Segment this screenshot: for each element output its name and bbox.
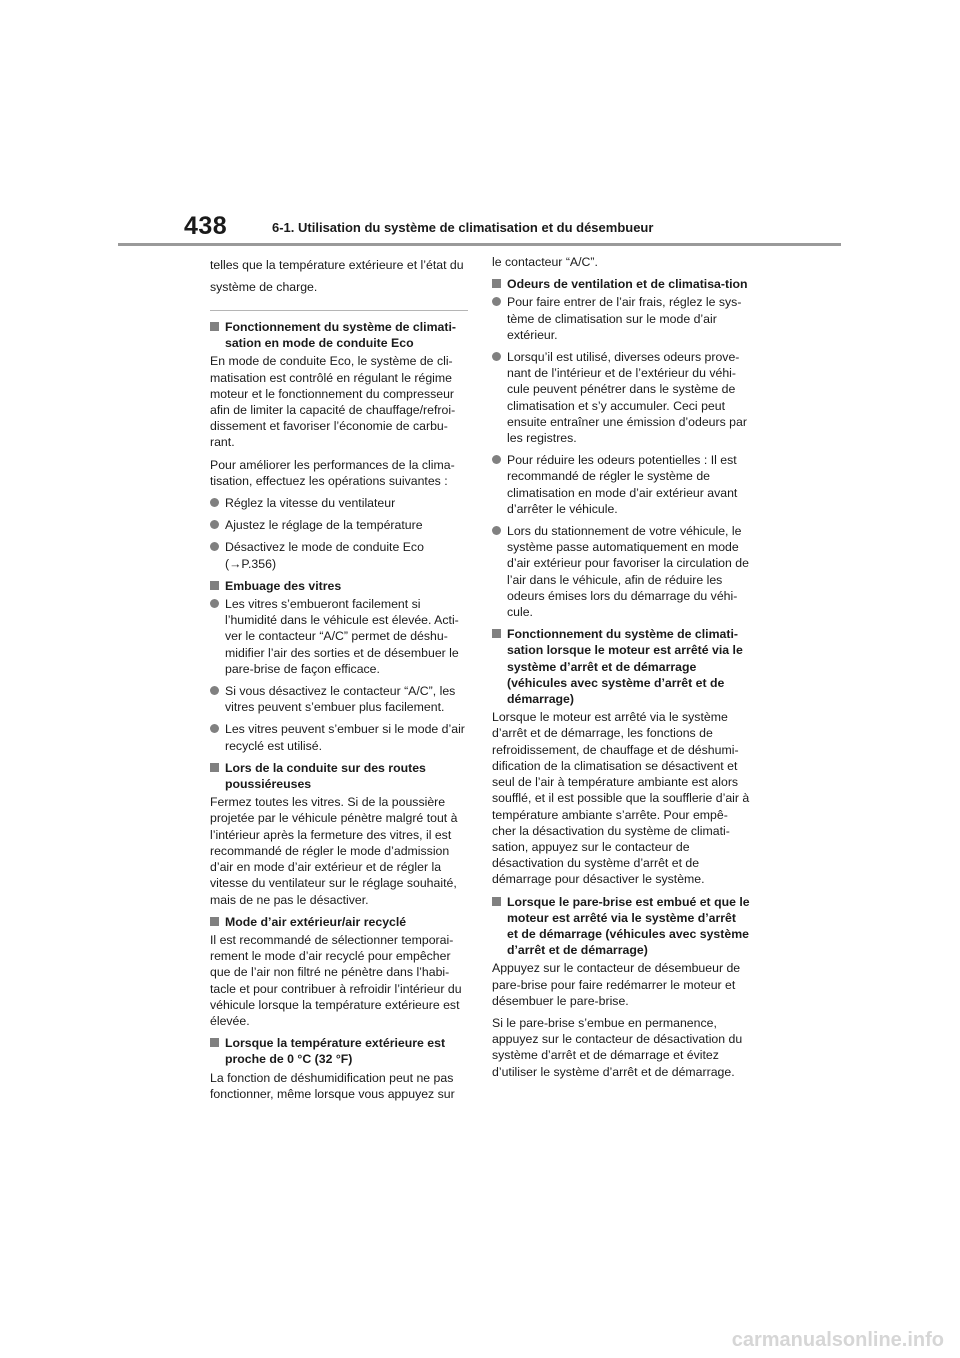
section-title: Embuage des vitres xyxy=(225,578,342,593)
circle-bullet-icon xyxy=(492,455,501,464)
list-item xyxy=(492,523,750,620)
list-item-text: Pour réduire les odeurs potentielles : Il est recommandé de régler le système de climatisation en mode d’air extérieur avant d’arrêter le véhicule. xyxy=(507,453,738,516)
square-bullet-icon xyxy=(210,917,219,926)
section-title: Lors de la conduite sur des routes poussiéreuses xyxy=(225,760,426,792)
list-item xyxy=(492,294,750,343)
paragraph: La fonction de déshumidification peut ne pas fonctionner, même lorsque vous appuyez sur xyxy=(210,1070,455,1101)
circle-bullet-icon xyxy=(492,297,501,306)
section-divider xyxy=(210,310,468,311)
circle-bullet-icon xyxy=(210,724,219,733)
circle-bullet-icon xyxy=(210,542,219,551)
list-item-text: Si vous désactivez le contacteur “A/C”, les vitres peuvent s’embuer plus facilement. xyxy=(225,684,456,715)
square-bullet-icon xyxy=(210,322,219,331)
section-heading xyxy=(210,1035,468,1067)
continued-text: le contacteur “A/C”. xyxy=(492,255,598,269)
section-title: Fonctionnement du système de climati-sation lorsque le moteur est arrêté via le système d’arrêt et de démarrage (véhicules avec système d’arrêt et de démarrage) xyxy=(507,627,743,707)
square-bullet-icon xyxy=(210,1038,219,1047)
header-rule xyxy=(118,243,841,246)
paragraph: Il est recommandé de sélectionner temporai-rement le mode d’air recyclé pour empêcher que de l’air non filtré ne pénètre dans l’habi-tacle et pour contribuer à refroidir l’intérieur du véhicule lorsque la température extérieure est élevée. xyxy=(210,932,462,1028)
section-heading xyxy=(492,276,750,292)
list-item xyxy=(210,721,468,753)
section-heading xyxy=(492,894,750,959)
section-heading xyxy=(210,760,468,792)
paragraph: En mode de conduite Eco, le système de cli-matisation est contrôlé en régulant le régime moteur et le fonctionnement du compresseur afin de limiter la capacité de chauffage/refroi-dissement et favoriser l’économie de carbu-rant. xyxy=(210,354,456,450)
paragraph: Appuyez sur le contacteur de désembueur de pare-brise pour faire redémarrer le moteur et désembuer le pare-brise. xyxy=(492,961,741,1008)
page-header xyxy=(0,0,960,250)
paragraph: Fermez toutes les vitres. Si de la poussière projetée par le véhicule pénètre malgré tout à l’intérieur après la fermeture des vitres, il est recommandé de régler le mode d’admission d’air en mode d’air extérieur et de régler la vitesse du ventilateur sur le réglage souhaité, mais de ne pas le désactiver. xyxy=(210,795,458,907)
section-title: Mode d’air extérieur/air recyclé xyxy=(225,914,407,929)
section-heading xyxy=(210,914,468,930)
list-item xyxy=(210,596,468,677)
paragraph: Lorsque le moteur est arrêté via le système d’arrêt et de démarrage, les fonctions de refroidissement, de chauffage et de déshumi-dification de la climatisation se désactivent et seul de l’air à température ambiante est alors soufflé, et il est possible que la soufflerie d’air à température ambiante s’arrête. Pour empê-cher la désactivation du système de climati-sation, appuyez sur le contacteur de désactivation du système d’arrêt et de démarrage pour désactiver le système. xyxy=(492,710,750,887)
list-item-text: Réglez la vitesse du ventilateur xyxy=(225,496,396,511)
list-item xyxy=(210,495,468,511)
list-item[interactable] xyxy=(210,539,468,571)
paragraph: Si le pare-brise s’embue en permanence, appuyez sur le contacteur de désactivation du système d’arrêt et de démarrage et évitez d’utiliser le système d’arrêt et de démarrage. xyxy=(492,1015,743,1079)
watermark: carmanualsonline.info xyxy=(731,1329,944,1351)
list-item-text: Les vitres s’embueront facilement si l’humidité dans le véhicule est élevée. Acti-ver le contacteur “A/C” permet de déshu-midifier l’air des sorties et de désembuer le pare-brise de façon efficace. xyxy=(225,597,459,676)
list-item-text: Pour faire entrer de l’air frais, réglez le sys-tème de climatisation sur le mode d’air extérieur. xyxy=(507,295,742,342)
circle-bullet-icon xyxy=(210,498,219,507)
square-bullet-icon xyxy=(492,279,501,288)
section-title: Lorsque le pare-brise est embué et que le moteur est arrêté via le système d’arrêt et de démarrage (véhicules avec système d’arrêt et de démarrage) xyxy=(507,894,750,958)
circle-bullet-icon xyxy=(210,686,219,695)
list-item-text: Lorsqu’il est utilisé, diverses odeurs prove-nant de l’intérieur et de l’extérieur du véhi-cule peuvent pénétrer dans le système de climatisation et s’y accumuler. Ceci peut ensuite entraîner une émission d’odeurs par les registres. xyxy=(507,350,747,446)
circle-bullet-icon xyxy=(492,526,501,535)
list-item-text: Ajustez le réglage de la température xyxy=(225,518,423,533)
list-item xyxy=(492,349,750,446)
page-reference-link[interactable]: Désactivez le mode de conduite Eco (→P.356) xyxy=(225,540,424,571)
square-bullet-icon xyxy=(492,629,501,638)
section-title: Fonctionnement du système de climati-sation en mode de conduite Eco xyxy=(225,320,456,351)
circle-bullet-icon xyxy=(210,520,219,529)
paragraph: Pour améliorer les performances de la clima-tisation, effectuez les opérations suivantes : xyxy=(210,457,455,488)
intro-text: telles que la température extérieure et l’état du système de charge. xyxy=(210,258,464,294)
circle-bullet-icon xyxy=(492,352,501,361)
right-column xyxy=(492,254,750,1086)
left-column xyxy=(210,254,468,1108)
square-bullet-icon xyxy=(210,763,219,772)
chapter-title: 6-1. Utilisation du système de climatisation et du désembueur xyxy=(272,220,654,235)
list-item xyxy=(210,683,468,715)
list-item xyxy=(210,517,468,533)
section-heading xyxy=(492,626,750,707)
page-number: 438 xyxy=(184,212,228,240)
section-title: Lorsque la température extérieure est proche de 0 °C (32 °F) xyxy=(225,1036,446,1067)
section-heading xyxy=(210,578,468,594)
circle-bullet-icon xyxy=(210,599,219,608)
list-item-text: Lors du stationnement de votre véhicule, le système passe automatiquement en mode d’air extérieur pour favoriser la circulation de l’air dans le véhicule, afin de réduire les odeurs émises lors du démarrage du véhi-cule. xyxy=(507,524,749,620)
section-heading xyxy=(210,319,468,351)
list-item-text: Les vitres peuvent s’embuer si le mode d’air recyclé est utilisé. xyxy=(225,722,465,753)
section-title: Odeurs de ventilation et de climatisa-tion xyxy=(507,277,748,292)
square-bullet-icon xyxy=(210,581,219,590)
list-item xyxy=(492,452,750,517)
square-bullet-icon xyxy=(492,897,501,906)
